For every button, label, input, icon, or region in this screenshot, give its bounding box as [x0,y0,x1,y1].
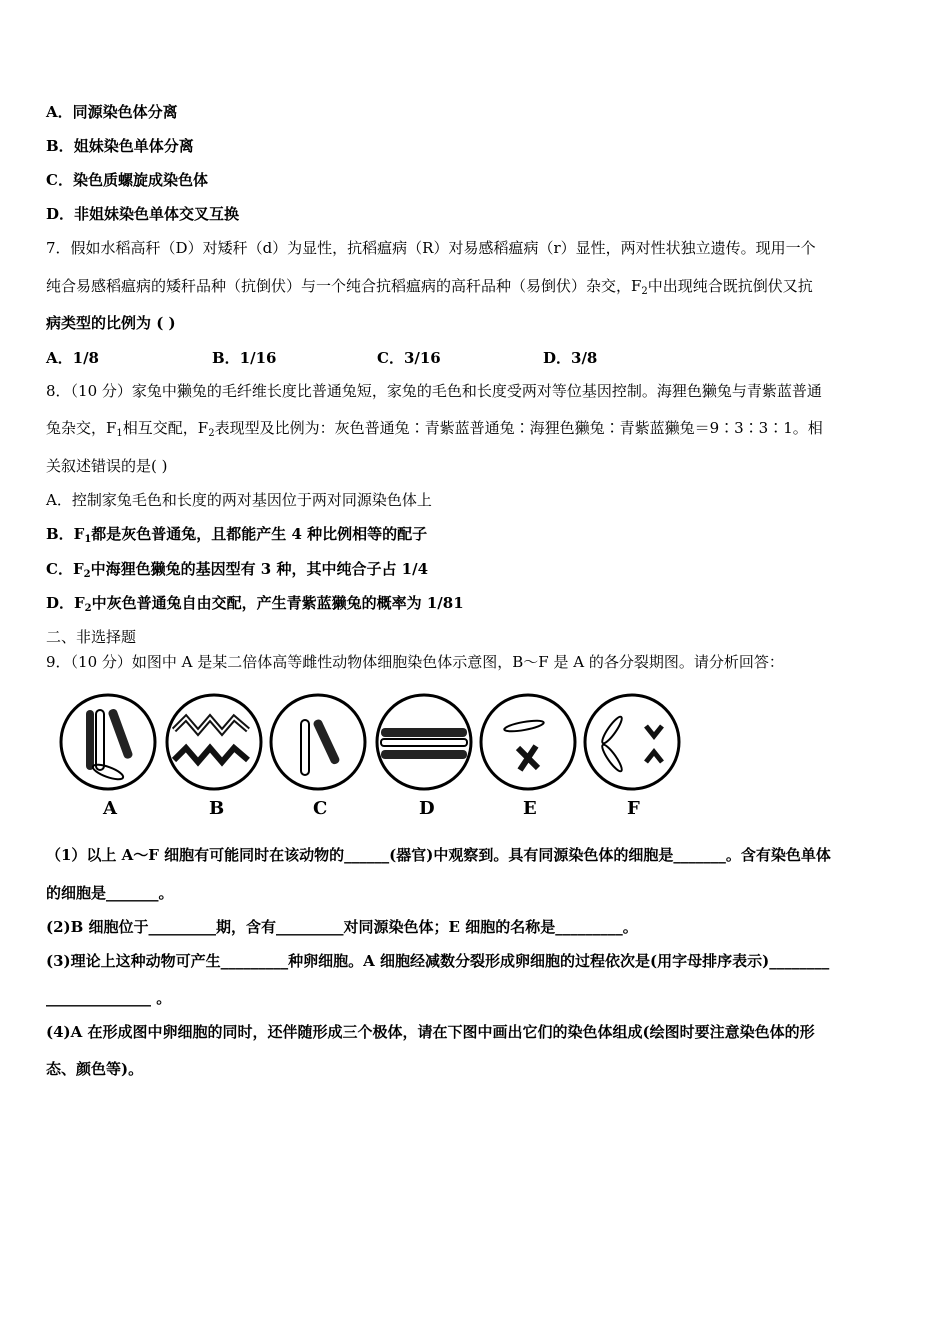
q7-option-c: C．3/16 [377,349,441,367]
q8-option-d: D．$F_2$中灰色普通兔自由交配，产生青紫蓝獭兔的概率为 1/81 [46,594,464,614]
q8-option-a: A．控制家兔毛色和长度的两对基因位于两对同源染色体上 [46,491,432,509]
q7-option-a: A．1/8 [46,349,99,367]
q6-option-b: B．姐妹染色单体分离 [46,137,194,155]
cell-a [61,695,155,789]
q9-part4-line1: (4)A 在形成图中卵细胞的同时，还伴随形成三个极体，请在下图中画出它们的染色体组成(绘图时要注意染色体的形 [46,1023,815,1041]
figure-label-f: F [627,798,640,819]
q7-option-d: D．3/8 [543,349,598,367]
q7-stem-line1: 7．假如水稻高秆（D）对矮秆（d）为显性，抗稻瘟病（R）对易感稻瘟病（r）显性，两对性状独立遗传。现用一个 [46,239,816,257]
cell-f [585,695,679,789]
q8-stem-line2: 兔杂交，$F_1$相互交配，$F_2$表现型及比例为：灰色普通兔∶青紫蓝普通兔∶海狸色獭兔∶青紫蓝獭兔＝9∶3∶3∶1。相 [46,419,823,439]
q6-option-c: C．染色质螺旋成染色体 [46,171,208,189]
cell-e [481,695,575,789]
q8-stem-line1: 8．（10 分）家兔中獭兔的毛纤维长度比普通兔短，家兔的毛色和长度受两对等位基因控制。海狸色獭兔与青紫蓝普通 [46,382,822,400]
q9-intro: 9．（10 分）如图中 A 是某二倍体高等雌性动物体细胞染色体示意图，B～F 是 A 的各分裂期图。请分析回答： [46,653,784,671]
figure-label-a: A [103,798,117,819]
q9-part1-line2: 的细胞是_______。 [46,884,174,902]
q9-part2: (2)B 细胞位于_________期，含有_________对同源染色体；E 细胞的名称是_________。 [46,918,638,936]
q6-option-d: D．非姐妹染色单体交叉互换 [46,205,240,223]
q7-stem-line2: 纯合易感稻瘟病的矮秆品种（抗倒伏）与一个纯合抗稻瘟病的高秆品种（易倒伏）杂交，$F_2$中出现纯合既抗倒伏又抗 [46,277,813,297]
q8-option-b: B．$F_1$都是灰色普通兔，且都能产生 4 种比例相等的配子 [46,525,428,545]
q6-option-a: A．同源染色体分离 [46,103,178,121]
figure-label-b: B [209,798,225,819]
cell-d [377,695,471,789]
q9-part4-line2: 态、颜色等)。 [46,1060,144,1078]
q9-part1-line1: （1）以上 A～F 细胞有可能同时在该动物的______(器官)中观察到。具有同源染色体的细胞是_______。含有染色单体 [46,846,831,864]
cell-c [271,695,365,789]
section-heading: 二、非选择题 [46,628,137,646]
q9-part3-line2: ______________ 。 [46,989,172,1007]
figure-label-d: D [419,798,435,819]
cell-b [167,695,261,789]
q9-part3-line1: (3)理论上这种动物可产生_________种卵细胞。A 细胞经减数分裂形成卵细胞的过程依次是(用字母排序表示)________ [46,952,830,970]
q7-stem-line3: 病类型的比例为 ( ) [46,314,176,332]
q7-option-b: B．1/16 [212,349,277,367]
cell-division-figure [56,690,696,820]
q8-option-c: C．$F_2$中海狸色獭兔的基因型有 3 种，其中纯合子占 1/4 [46,560,429,580]
q8-stem-line3: 关叙述错误的是( ) [46,457,168,475]
figure-label-e: E [523,798,537,819]
figure-label-c: C [313,798,328,819]
